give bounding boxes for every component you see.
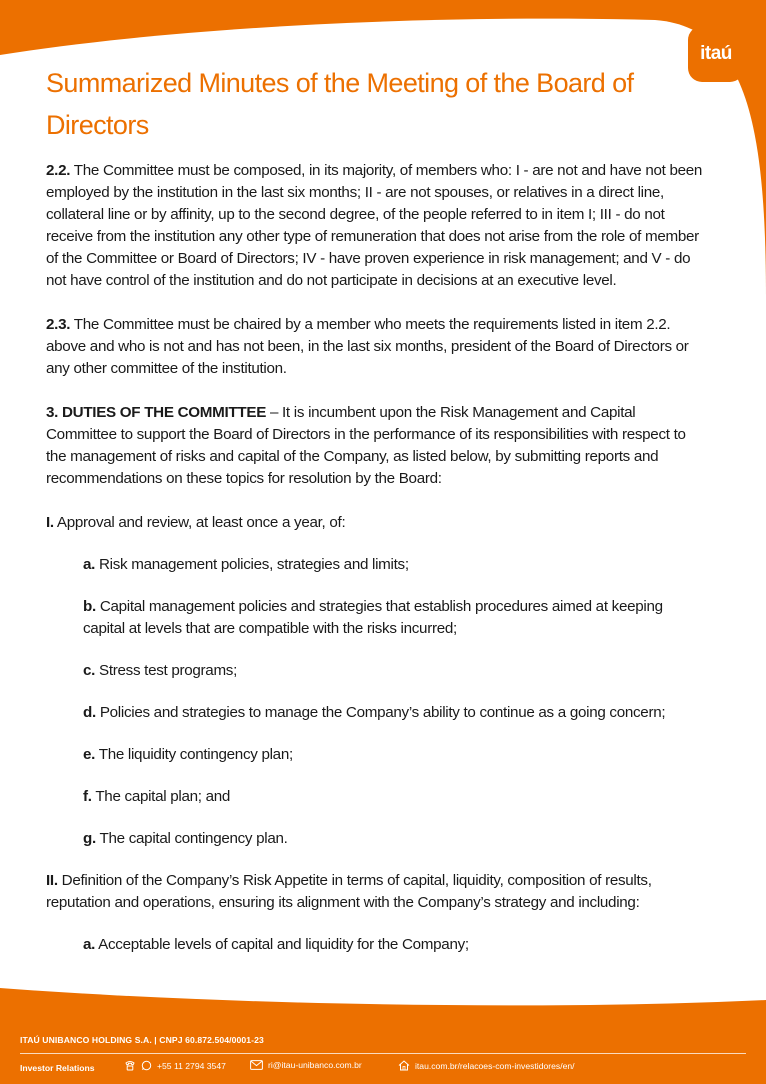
- list-item: g. The capital contingency plan.: [83, 830, 288, 847]
- mail-icon: [250, 1060, 263, 1070]
- whatsapp-icon: [141, 1060, 152, 1071]
- paragraph-duties: 3. DUTIES OF THE COMMITTEE – It is incumbent upon the Risk Management and Capital Committee to support the Board of Directors in the performance of its responsibilities with respect to the management of risks and capital of the Company, as listed below, by submitting reports and recommendations on these topics for resolution by the Board:: [46, 404, 686, 487]
- list-item: a. Acceptable levels of capital and liquidity for the Company;: [83, 936, 469, 953]
- section-i: I. Approval and review, at least once a year, of:: [46, 514, 346, 531]
- company-info: ITAÚ UNIBANCO HOLDING S.A. | CNPJ 60.872.504/0001-23: [20, 1035, 264, 1045]
- list-item: d. Policies and strategies to manage the Company’s ability to continue as a going concern;: [83, 704, 666, 721]
- paragraph-2-2: 2.2. The Committee must be composed, in its majority, of members who: I - are not and have not been employed by the institution in the last six months; II - are not spouses, or relatives in a direct line, collateral line or by affinity, up to the second degree, of the people referred to in item I; III - do not receive from the institution any other type of remuneration that does not arise from the role of member of the Committee or Board of Directors; IV - have proven experience in risk management; and V - do not have control of the institution and do not participate in decisions at an executive level.: [46, 162, 703, 289]
- home-icon: [398, 1060, 410, 1071]
- section-heading: 3. DUTIES OF THE COMMITTEE: [46, 404, 267, 421]
- document-body: [46, 62, 706, 956]
- list-item: f. The capital plan; and: [83, 788, 231, 805]
- paragraph-2-3: 2.3. The Committee must be chaired by a member who meets the requirements listed in item 2.2. above and who is not and has not been, in the last six months, president of the Board of Directors or any other committee of the institution.: [46, 316, 689, 377]
- email-contact[interactable]: ri@itau-unibanco.com.br: [250, 1060, 362, 1070]
- page-footer: [0, 1020, 766, 1084]
- page-title: Summarized Minutes of the Meeting of the Board of Directors: [46, 68, 634, 140]
- itau-logo: itaú: [688, 26, 744, 82]
- phone-icon: [124, 1060, 136, 1071]
- section-ii: II. Definition of the Company’s Risk Appetite in terms of capital, liquidity, composition of results, reputation and operations, ensuring its alignment with the Company’s strategy and including:: [46, 872, 652, 911]
- phone-contact[interactable]: +55 11 2794 3547: [124, 1060, 226, 1071]
- footer-divider: [20, 1053, 746, 1054]
- list-item: a. Risk management policies, strategies and limits;: [83, 556, 409, 573]
- list-item: e. The liquidity contingency plan;: [83, 746, 293, 763]
- list-item: b. Capital management policies and strategies that establish procedures aimed at keeping capital at levels that are compatible with the risks incurred;: [83, 598, 663, 637]
- list-item: c. Stress test programs;: [83, 662, 238, 679]
- investor-relations-label: Investor Relations: [20, 1063, 95, 1073]
- website-link[interactable]: itau.com.br/relacoes-com-investidores/en/: [398, 1060, 575, 1071]
